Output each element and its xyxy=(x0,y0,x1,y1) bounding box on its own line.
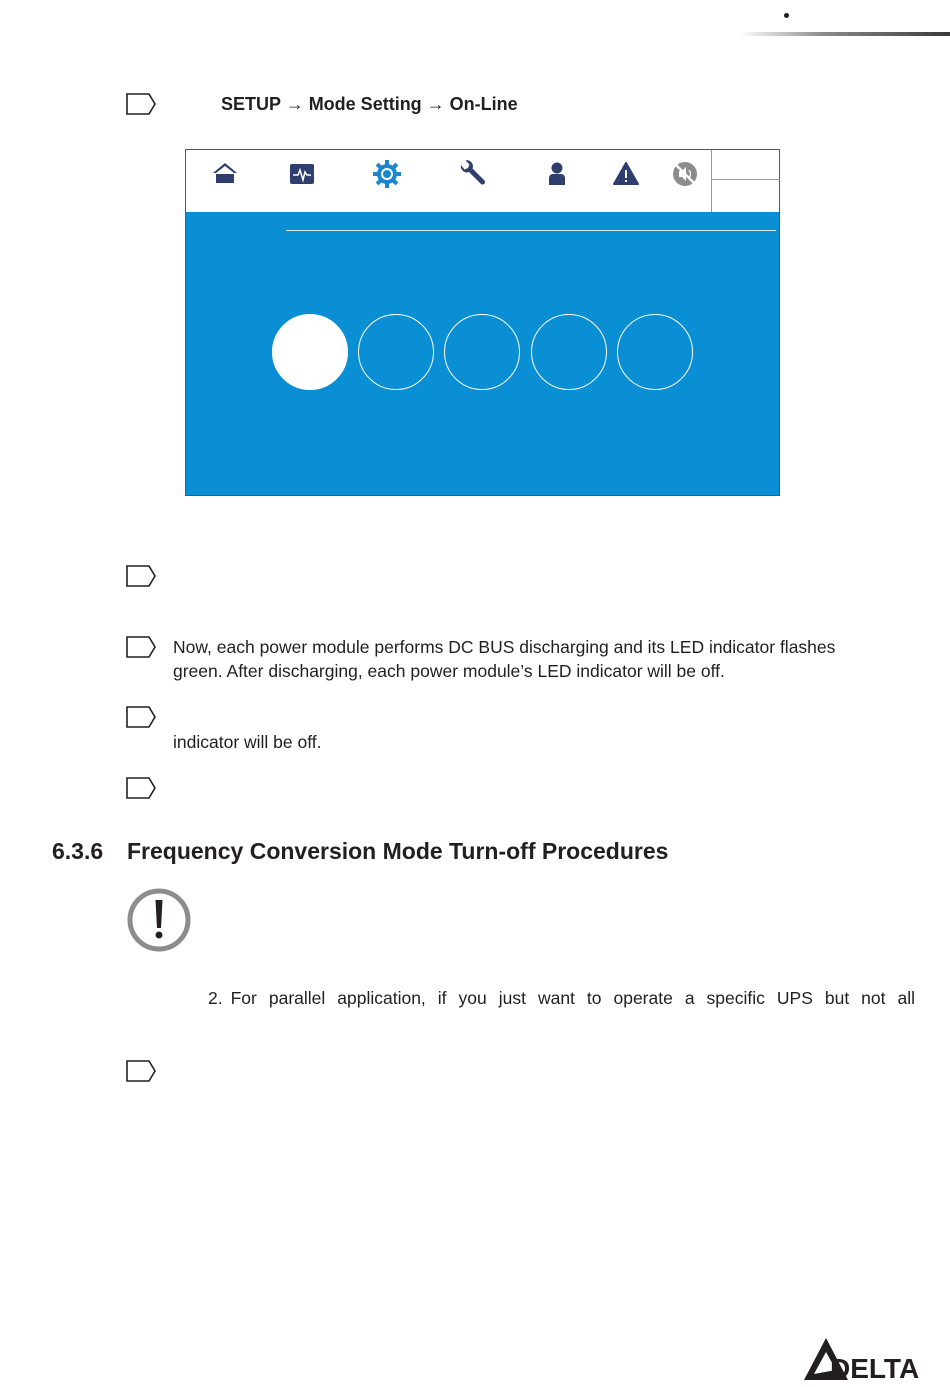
notice-item-2-number: 2. xyxy=(208,988,223,1008)
home-icon[interactable] xyxy=(210,159,240,189)
section-heading xyxy=(52,838,668,865)
step-tag-icon xyxy=(126,706,156,728)
notice-item-2-text: For parallel application, if you just want to operate a specific UPS but not all xyxy=(230,988,915,1008)
mode-option-circle-2[interactable] xyxy=(358,314,434,390)
section-title: Frequency Conversion Mode Turn-off Procedures xyxy=(127,838,669,864)
step-4-text-line-2: indicator will be off. xyxy=(173,732,322,752)
warning-icon[interactable] xyxy=(611,159,641,189)
nav-path: SETUP → Mode Setting → On-Line xyxy=(221,94,518,114)
delta-logo xyxy=(800,1334,946,1382)
gear-icon[interactable] xyxy=(372,159,402,189)
lcd-screen xyxy=(185,149,780,496)
mode-option-circle-3[interactable] xyxy=(444,314,520,390)
logo-wordmark: DELTA xyxy=(830,1353,920,1382)
mode-option-circle-5[interactable] xyxy=(617,314,693,390)
lcd-divider-line xyxy=(286,230,776,231)
lcd-side-panel xyxy=(711,150,779,212)
step-tag-icon xyxy=(126,777,156,799)
mode-option-circle-1[interactable] xyxy=(272,314,348,390)
mode-option-circle-4[interactable] xyxy=(531,314,607,390)
step-tag-icon xyxy=(126,565,156,587)
step-3-text-line-1: Now, each power module performs DC BUS discharging and its LED indicator flashes xyxy=(173,637,836,657)
lcd-side-divider xyxy=(712,179,780,180)
wrench-icon[interactable] xyxy=(457,159,487,189)
notice-item-2 xyxy=(208,986,915,1010)
step-tag-icon xyxy=(126,93,156,115)
mute-icon[interactable] xyxy=(670,159,700,189)
lcd-content xyxy=(186,212,779,495)
step-3-text-line-2: green. After discharging, each power module’s LED indicator will be off. xyxy=(173,661,725,681)
user-icon[interactable] xyxy=(542,159,572,189)
notice-exclamation-icon xyxy=(126,887,192,953)
step-tag-icon xyxy=(126,1060,156,1082)
section-number: 6.3.6 xyxy=(52,838,104,864)
header-gradient-bar xyxy=(740,32,950,36)
pulse-icon[interactable] xyxy=(287,159,317,189)
lcd-toolbar xyxy=(186,150,712,212)
step-tag-icon xyxy=(126,636,156,658)
header-dot xyxy=(784,13,789,18)
